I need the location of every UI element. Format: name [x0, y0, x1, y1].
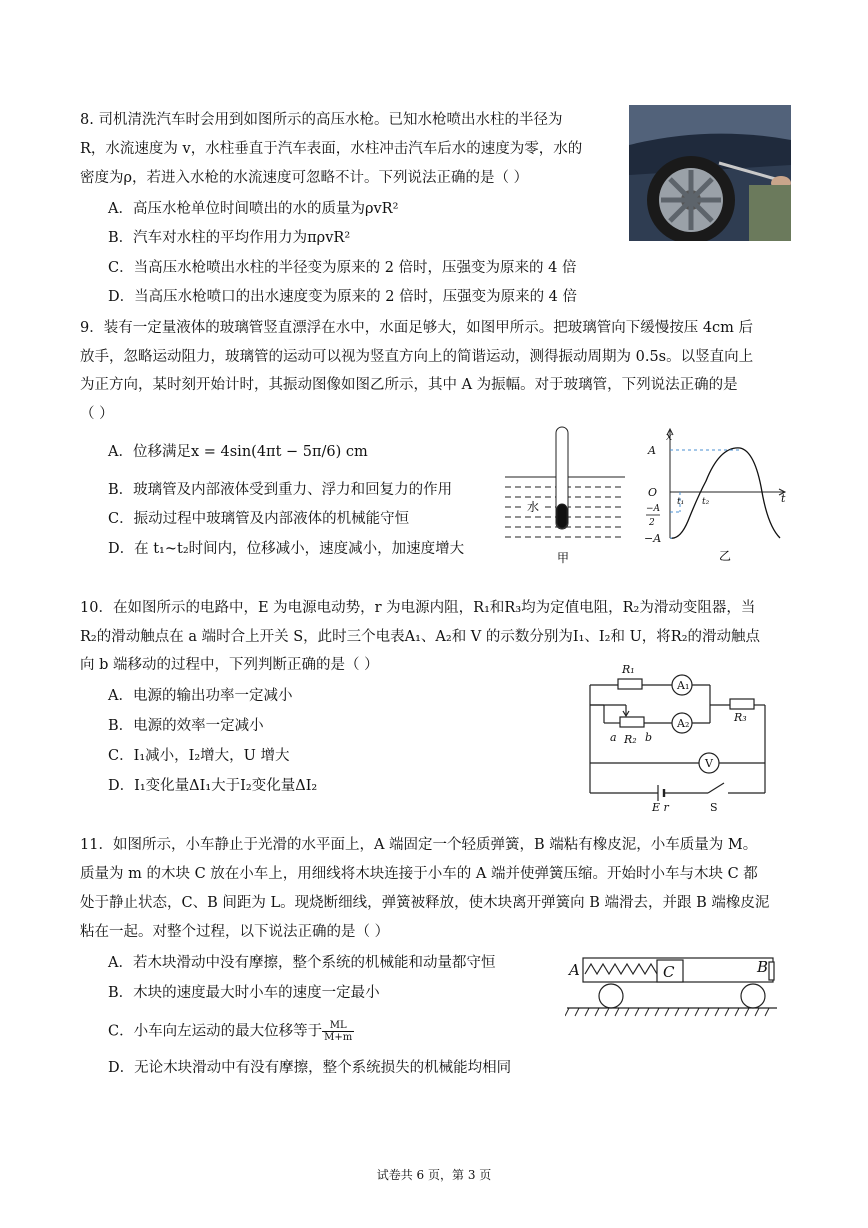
q8-option-c: C．当高压水枪喷出水柱的半径变为原来的 2 倍时，压强变为原来的 4 倍 [108, 260, 577, 276]
q11-option-d: D．无论木块滑动中有没有摩擦，整个系统损失的机械能均相同 [108, 1060, 512, 1076]
q8-option-a: A．高压水枪单位时间喷出的水的质量为ρvR² [108, 201, 399, 217]
q10-stem-line1: 10．在如图所示的电路中，E 为电源电动势，r 为电源内阻，R₁和R₃均为定值电阻，R₂为滑动变阻器，当 [80, 600, 756, 616]
fig-yi-caption: 乙 [718, 549, 732, 563]
svg-text:t: t [781, 492, 786, 505]
q9-stem-line3: 为正方向，某时刻开始计时，其振动图像如图乙所示，其中 A 为振幅。对于玻璃管，下列说法正确的是 [80, 377, 738, 393]
svg-text:R₂: R₂ [624, 733, 637, 746]
fraction-denominator: M+m [324, 1032, 353, 1043]
q11-stem-line4: 粘在一起。对整个过程，以下说法正确的是（ ） [80, 924, 390, 940]
svg-text:−A: −A [646, 504, 661, 514]
q9-option-d: D．在 t₁~t₂时间内，位移减小，速度减小，加速度增大 [108, 541, 465, 557]
q9-option-c: C．振动过程中玻璃管及内部液体的机械能守恒 [108, 511, 410, 527]
svg-text:C: C [663, 963, 675, 981]
q8-stem-line2: R，水流速度为 v，水柱垂直于汽车表面，水柱冲击汽车后水的速度为零，水的 [80, 141, 583, 157]
svg-text:O: O [648, 486, 658, 499]
q8-stem-line1: 8. 司机清洗汽车时会用到如图所示的高压水枪。已知水枪喷出水柱的半径为 [80, 112, 563, 128]
q10-option-b: B．电源的效率一定减小 [108, 718, 264, 734]
svg-text:R₁: R₁ [622, 663, 635, 676]
q10-option-a: A．电源的输出功率一定减小 [108, 688, 293, 704]
car-washing-photo [629, 105, 791, 241]
q11-stem-line2: 质量为 m 的木块 C 放在小车上，用细线将木块连接于小车的 A 端并使弹簧压缩。开始时小车与木块 C 都 [80, 866, 758, 882]
q10-option-d: D．I₁变化量ΔI₁大于I₂变化量ΔI₂ [108, 778, 318, 794]
q9-option-a: A．位移满足x = 4sin(4πt − 5π/6) cm [108, 444, 368, 460]
q11-stem-line3: 处于静止状态，C、B 间距为 L。现烧断细线，弹簧被释放，使木块离开弹簧向 B 端滑去，并跟 B 端橡皮泥 [80, 895, 770, 911]
figure-circuit [582, 655, 772, 815]
svg-text:b: b [645, 731, 653, 744]
svg-text:R₃: R₃ [734, 711, 747, 724]
svg-text:V: V [705, 757, 713, 770]
svg-text:A: A [648, 444, 656, 457]
q11-option-a: A．若木块滑动中没有摩擦，整个系统的机械能和动量都守恒 [108, 955, 496, 971]
svg-text:a: a [610, 731, 617, 744]
q8-option-d: D．当高压水枪喷口的出水速度变为原来的 2 倍时，压强变为原来的 4 倍 [108, 289, 578, 305]
fig-jia-caption: 甲 [556, 551, 570, 565]
q11-option-c-fraction [322, 1020, 354, 1043]
svg-text:t₂: t₂ [702, 497, 710, 507]
svg-text:E r: E r [652, 801, 669, 814]
fraction-numerator: ML [322, 1020, 354, 1032]
q8-stem-line3: 密度为ρ，若进入水枪的水流速度可忽略不计。下列说法正确的是（ ） [80, 170, 529, 186]
svg-text:t₁: t₁ [677, 497, 685, 507]
figure-yi-vibration-graph [640, 426, 790, 566]
q10-stem-line2: R₂的滑动触点在 a 端时合上开关 S，此时三个电表A₁、A₂和 V 的示数分别为I₁、I₂和 U，将R₂的滑动触点 [80, 629, 761, 645]
water-label: 水 [526, 500, 540, 514]
q11-option-c [108, 1020, 354, 1043]
svg-text:A: A [569, 961, 580, 979]
svg-text:−A: −A [644, 532, 662, 545]
q9-stem-line2: 放手，忽略运动阻力，玻璃管的运动可以视为竖直方向上的简谐运动，测得振动周期为 0.5s。以竖直向上 [80, 349, 754, 365]
svg-text:A₂: A₂ [677, 717, 690, 730]
svg-text:B: B [757, 958, 769, 976]
q8-option-b: B．汽车对水柱的平均作用力为πρvR² [108, 230, 351, 246]
q9-stem-line1: 9．装有一定量液体的玻璃管竖直漂浮在水中，水面足够大，如图甲所示。把玻璃管向下缓慢按压 4cm 后 [80, 320, 754, 336]
svg-text:2: 2 [649, 518, 655, 528]
figure-cart-spring-block [565, 950, 780, 1025]
svg-text:A₁: A₁ [677, 679, 690, 692]
svg-text:x: x [666, 430, 673, 443]
q11-option-c-text: C．小车向左运动的最大位移等于 [108, 1023, 323, 1040]
q9-stem-line4: （ ） [80, 406, 114, 422]
q10-option-c: C．I₁减小，I₂增大，U 增大 [108, 748, 290, 764]
q11-stem-line1: 11．如图所示，小车静止于光滑的水平面上，A 端固定一个轻质弹簧，B 端粘有橡皮泥，小车质量为 M。 [80, 837, 758, 853]
q9-option-b: B．玻璃管及内部液体受到重力、浮力和回复力的作用 [108, 482, 453, 498]
figure-jia-floating-tube [500, 422, 630, 567]
q11-option-b: B．木块的速度最大时小车的速度一定最小 [108, 985, 380, 1001]
svg-text:S: S [710, 801, 718, 814]
q10-stem-line3: 向 b 端移动的过程中，下列判断正确的是（ ） [80, 657, 379, 673]
page-footer: 试卷共 6 页，第 3 页 [376, 1168, 492, 1182]
